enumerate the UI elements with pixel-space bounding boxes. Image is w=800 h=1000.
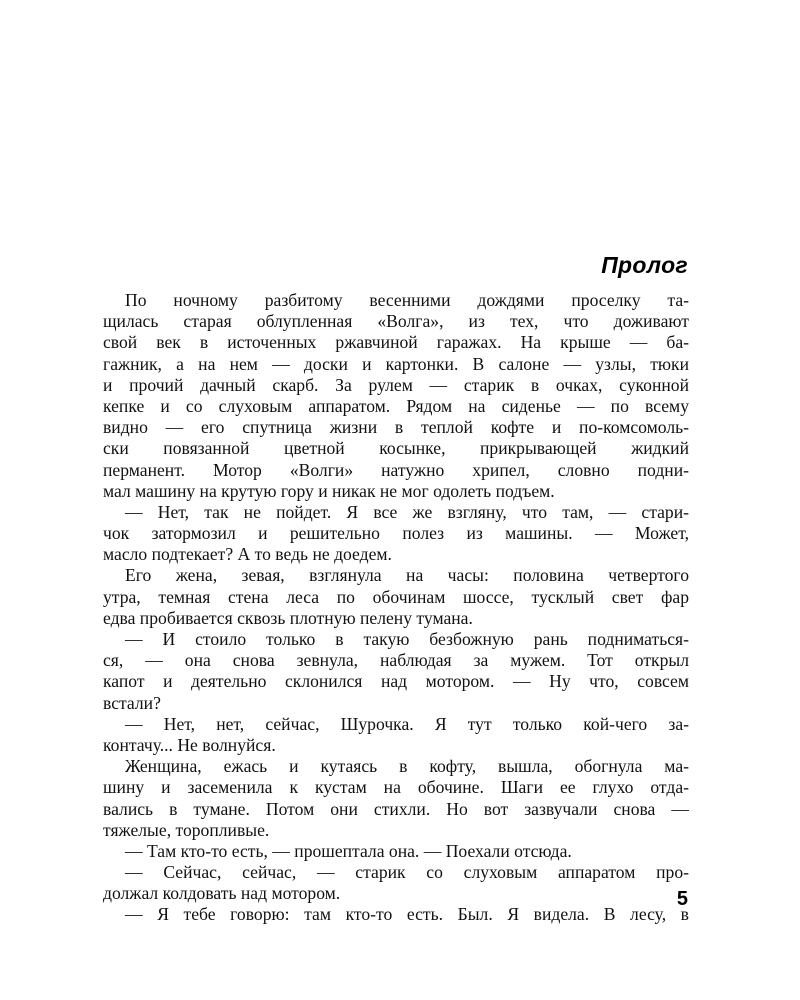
text-line: — Там кто-то есть, — прошептала она. — Поехали отсюда. xyxy=(125,840,572,861)
text-line: и прочий дачный скарб. За рулем — старик в очках, суконной xyxy=(103,374,689,395)
text-line: капот и деятельно склонился над мотором. — Ну что, совсем xyxy=(103,671,689,692)
text-line: ся, — она снова зевнула, наблюдая за мужем. Тот открыл xyxy=(103,650,689,671)
text-line: должал колдовать над мотором. xyxy=(103,883,341,904)
text-line: кепке и со слуховым аппаратом. Рядом на сиденье — по всему xyxy=(103,395,689,416)
text-line: шину и засеменила к кустам на обочине. Шаги ее глухо отда- xyxy=(103,777,689,798)
text-line: Женщина, ежась и кутаясь в кофту, вышла, обогнула ма- xyxy=(125,756,689,777)
text-line: По ночному разбитому весенними дождями проселку та- xyxy=(125,290,689,310)
text-line: щилась старая облупленная «Волга», из тех, что доживают xyxy=(103,311,689,332)
text-line: мал машину на крутую гору и никак не мог одолеть подъем. xyxy=(103,480,555,501)
text-line: Его жена, зевая, взглянула на часы: половина четвертого xyxy=(125,565,689,586)
text-line: — Я тебе говорю: там кто-то есть. Был. Я видела. В лесу, в xyxy=(125,904,689,925)
text-line: — И стоило только в такую безбожную рань подниматься- xyxy=(125,629,689,649)
text-line: видно — его спутница жизни в теплой кофте и по-комсомоль- xyxy=(103,417,689,438)
text-line: вались в тумане. Потом они стихли. Но вот зазвучали снова — xyxy=(103,798,689,819)
text-line: встали? xyxy=(103,692,161,713)
text-line: контачу... Не волнуйся. xyxy=(103,734,276,755)
body-text xyxy=(103,290,689,926)
text-line: — Нет, так не пойдет. Я все же взгляну, что там, — стари- xyxy=(125,501,689,522)
text-line: едва пробивается сквозь плотную пелену тумана. xyxy=(103,607,473,628)
text-line: перманент. Мотор «Волги» натужно хрипел, словно подни- xyxy=(103,459,689,480)
text-line: ски повязанной цветной косынке, прикрывающей жидкий xyxy=(103,438,689,459)
text-line: тяжелые, торопливые. xyxy=(103,819,270,840)
text-line: свой век в источенных ржавчиной гаражах. На крыше — ба- xyxy=(103,332,689,353)
text-line: — Нет, нет, сейчас, Шурочка. Я тут только кой-чего за- xyxy=(125,713,689,734)
text-line: гажник, а на нем — доски и картонки. В салоне — узлы, тюки xyxy=(103,353,689,374)
text-line: масло подтекает? А то ведь не доедем. xyxy=(103,544,392,565)
text-line: утра, темная стена леса по обочинам шоссе, тусклый свет фар xyxy=(103,586,689,607)
text-line: чок затормозил и решительно полез из машины. — Может, xyxy=(103,523,689,544)
page-number: 5 xyxy=(676,888,688,910)
text-line: — Сейчас, сейчас, — старик со слуховым аппаратом про- xyxy=(125,862,689,883)
chapter-title: Пролог xyxy=(601,252,688,278)
